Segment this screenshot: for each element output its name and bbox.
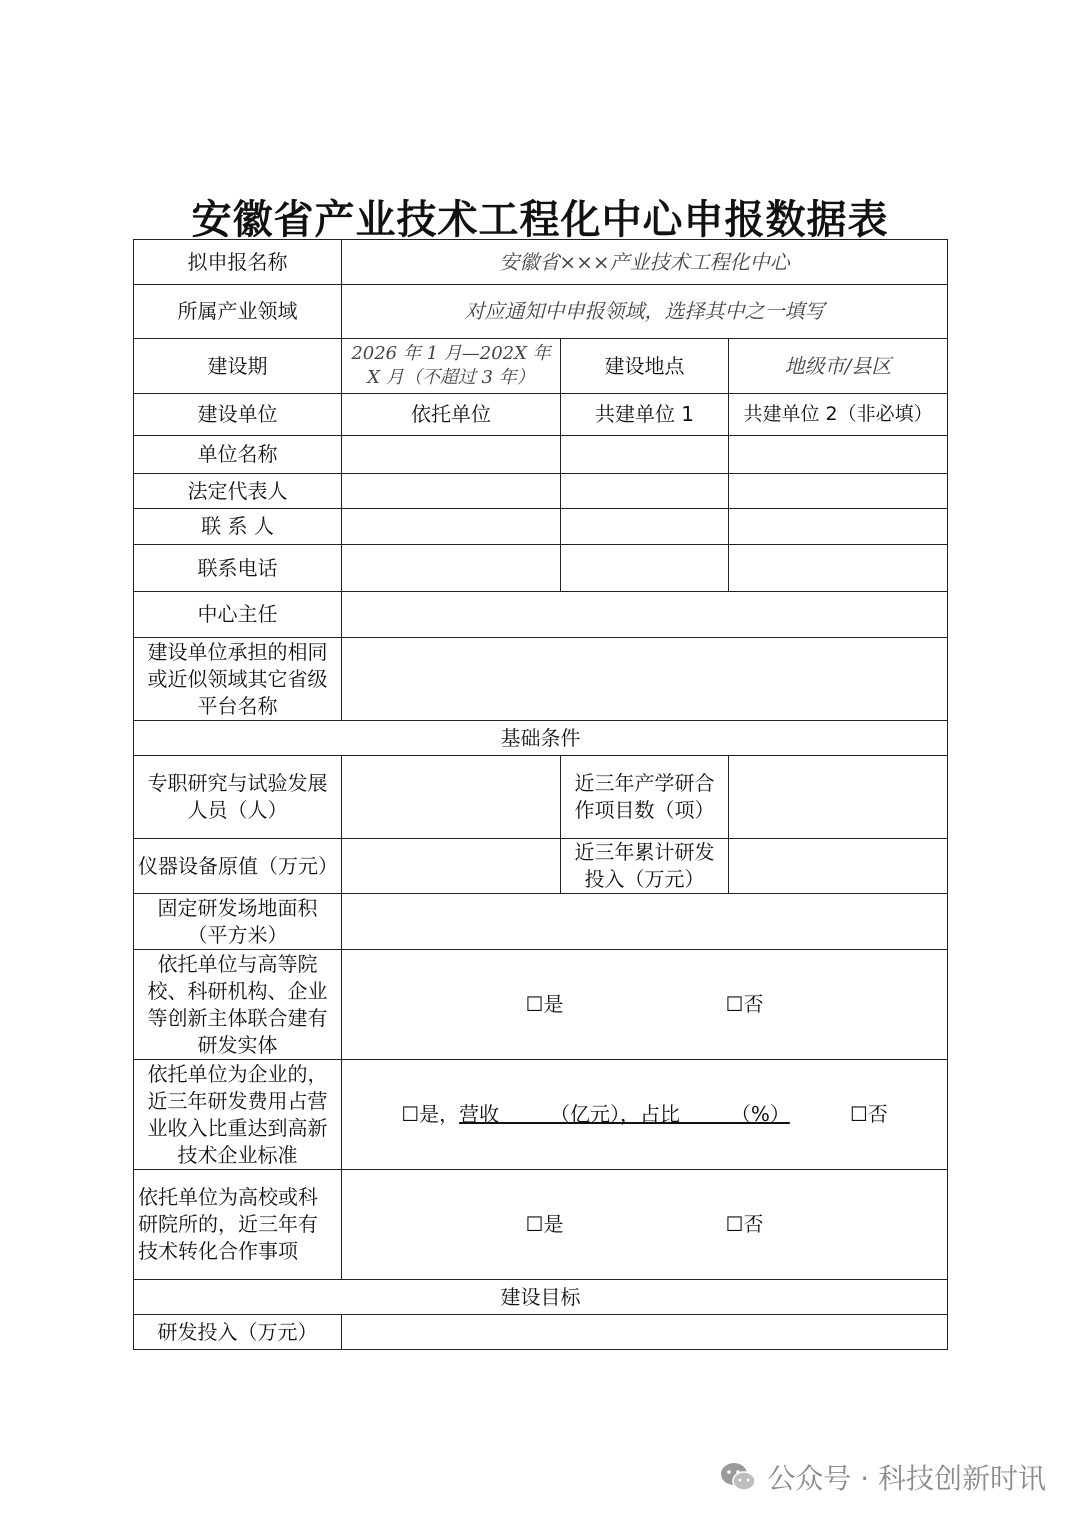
table-row [134,592,948,638]
joint-entity-no-checkbox[interactable]: ☐否 [725,992,764,1016]
projects-cell[interactable] [729,756,948,839]
rd-invest-cell[interactable] [342,1315,948,1350]
rd-ratio-label: 依托单位为企业的，近三年研发费用占营业收入比重达到高新技术企业标准 [134,1060,342,1170]
wechat-icon [719,1461,757,1493]
other-platform-label: 建设单位承担的相同或近似领域其它省级平台名称 [134,638,342,721]
phone-co2-cell[interactable] [729,545,948,592]
goal-section-heading: 建设目标 [134,1280,948,1315]
units-col-co1: 共建单位 1 [561,394,729,436]
unit-name-host-cell[interactable] [342,436,561,474]
table-row [134,894,948,950]
tech-transfer-yes-checkbox[interactable]: ☐是 [525,1212,564,1236]
field-label: 所属产业领域 [134,285,342,339]
name-label: 拟申报名称 [134,240,342,285]
application-form-table [133,239,948,1350]
legal-rep-label: 法定代表人 [134,474,342,509]
tech-transfer-label: 依托单位为高校或科研院所的，近三年有技术转化合作事项 [134,1170,342,1280]
unit-name-co1-cell[interactable] [561,436,729,474]
director-cell[interactable] [342,592,948,638]
table-row [134,638,948,721]
unit-name-co2-cell[interactable] [729,436,948,474]
table-row [134,721,948,756]
unit-name-label: 单位名称 [134,436,342,474]
legal-rep-co1-cell[interactable] [561,474,729,509]
rd-ratio-options [342,1060,948,1170]
units-col-co2: 共建单位 2（非必填） [729,394,948,436]
joint-entity-label: 依托单位与高等院校、科研机构、企业等创新主体联合建有研发实体 [134,950,342,1060]
legal-rep-host-cell[interactable] [342,474,561,509]
table-row [134,394,948,436]
period-label: 建设期 [134,339,342,394]
contact-host-cell[interactable] [342,509,561,545]
table-row [134,545,948,592]
phone-host-cell[interactable] [342,545,561,592]
rd-total-cell[interactable] [729,839,948,894]
ratio-unit: （%） [730,1102,790,1126]
other-platform-cell[interactable] [342,638,948,721]
contact-co1-cell[interactable] [561,509,729,545]
equipment-label: 仪器设备原值（万元） [134,839,342,894]
contact-co2-cell[interactable] [729,509,948,545]
equipment-cell[interactable] [342,839,561,894]
table-row [134,285,948,339]
staff-label: 专职研究与试验发展人员（人） [134,756,342,839]
legal-rep-co2-cell[interactable] [729,474,948,509]
watermark-text: 公众号 · 科技创新时讯 [767,1462,1046,1495]
table-row [134,1280,948,1315]
table-row [134,950,948,1060]
revenue-label: 营收 [459,1102,500,1126]
area-cell[interactable] [342,894,948,950]
name-value[interactable]: 安徽省×××产业技术工程化中心 [342,240,948,285]
revenue-unit: （亿元），占比 [550,1102,680,1126]
table-row [134,839,948,894]
area-label: 固定研发场地面积（平方米） [134,894,342,950]
table-row [134,436,948,474]
units-label: 建设单位 [134,394,342,436]
page-title: 安徽省产业技术工程化中心申报数据表 [191,197,889,243]
watermark [719,1457,1046,1497]
rd-ratio-no-checkbox[interactable]: ☐否 [849,1102,888,1126]
tech-transfer-options [342,1170,948,1280]
staff-cell[interactable] [342,756,561,839]
table-row [134,1315,948,1350]
director-label: 中心主任 [134,592,342,638]
period-value[interactable]: 2026 年 1 月—202X 年 X 月（不超过 3 年） [342,339,561,394]
table-row [134,756,948,839]
contact-label: 联 系 人 [134,509,342,545]
table-row [134,474,948,509]
tech-transfer-no-checkbox[interactable]: ☐否 [725,1212,764,1236]
field-value[interactable]: 对应通知中申报领域，选择其中之一填写 [342,285,948,339]
units-col-host: 依托单位 [342,394,561,436]
table-row [134,1060,948,1170]
basic-section-heading: 基础条件 [134,721,948,756]
location-label: 建设地点 [561,339,729,394]
table-row [134,1170,948,1280]
projects-label: 近三年产学研合作项目数（项） [561,756,729,839]
location-value[interactable]: 地级市/县区 [729,339,948,394]
joint-entity-options [342,950,948,1060]
rd-total-label: 近三年累计研发投入（万元） [561,839,729,894]
rd-ratio-yes-checkbox[interactable]: ☐是， [401,1102,460,1126]
table-row [134,240,948,285]
rd-invest-label: 研发投入（万元） [134,1315,342,1350]
phone-label: 联系电话 [134,545,342,592]
joint-entity-yes-checkbox[interactable]: ☐是 [525,992,564,1016]
phone-co1-cell[interactable] [561,545,729,592]
table-row [134,339,948,394]
revenue-input[interactable] [459,1102,790,1126]
table-row [134,509,948,545]
